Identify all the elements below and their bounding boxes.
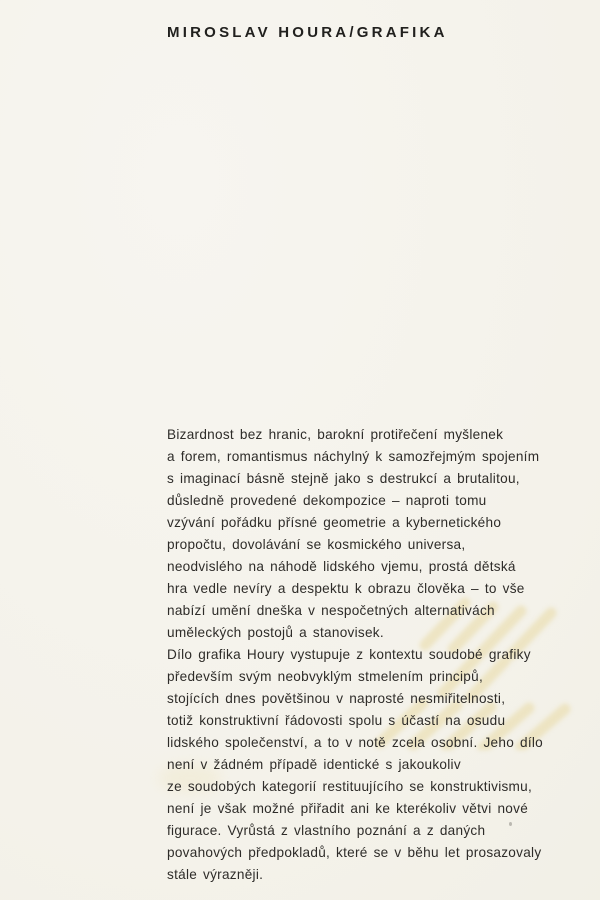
text-line: není v žádném případě identické s jakoukoliv xyxy=(167,757,461,772)
body-text-block xyxy=(167,424,543,886)
text-line: není je však možné přiřadit ani ke kterékoliv větvi nové xyxy=(167,801,529,816)
text-line: Bizardnost bez hranic, barokní protiřečení myšlenek xyxy=(167,427,504,442)
page-title: MIROSLAV HOURA/GRAFIKA xyxy=(167,24,448,41)
text-line: figurace. Vyrůstá z vlastního poznání a z daných xyxy=(167,823,486,838)
text-line: důsledně provedené dekompozice – naproti tomu xyxy=(167,493,487,508)
text-line: Dílo grafika Houry vystupuje z kontextu soudobé grafiky xyxy=(167,647,531,662)
text-line: lidského společenství, a to v notě zcela osobní. Jeho dílo xyxy=(167,735,543,750)
text-line: s imaginací básně stejně jako s destrukcí a brutalitou, xyxy=(167,471,520,486)
text-line: povahových předpokladů, které se v běhu let prosazovaly xyxy=(167,845,542,860)
text-line: stojících dnes povětšinou v naprosté nesmiřitelnosti, xyxy=(167,691,506,706)
text-line: ze soudobých kategorií restituujícího se konstruktivismu, xyxy=(167,779,533,794)
text-line: především svým neobvyklým stmelením principů, xyxy=(167,669,483,684)
text-line: neodvislého na náhodě lidského vjemu, prostá dětská xyxy=(167,559,516,574)
text-line: vzývání pořádku přísné geometrie a kybernetického xyxy=(167,515,502,530)
text-line: propočtu, dovolávání se kosmického universa, xyxy=(167,537,466,552)
text-line: nabízí umění dneška v nespočetných alternativách xyxy=(167,603,495,618)
text-line: a forem, romantismus náchylný k samozřejmým spojením xyxy=(167,449,540,464)
text-line: totiž konstruktivní řádovosti spolu s účastí na osudu xyxy=(167,713,506,728)
text-line: hra vedle nevíry a despektu k obrazu člověka – to vše xyxy=(167,581,525,596)
text-line: stále výrazněji. xyxy=(167,867,264,882)
text-line: uměleckých postojů a stanovisek. xyxy=(167,625,384,640)
